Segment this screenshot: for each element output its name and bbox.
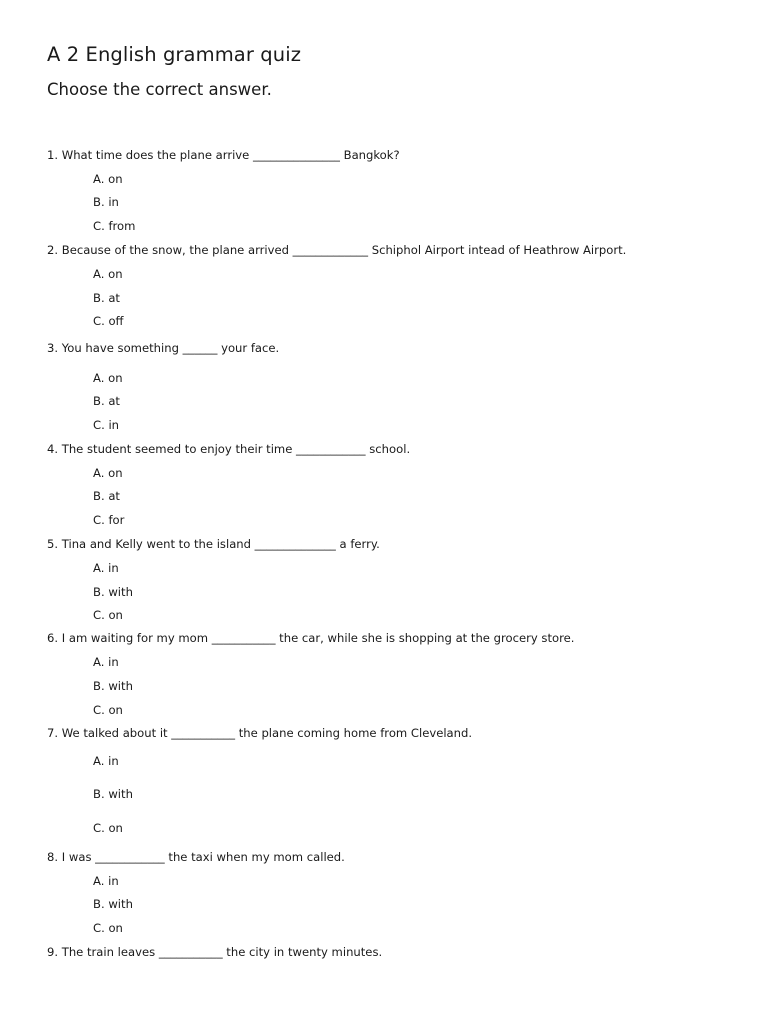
question-3-option-a[interactable]: A. on xyxy=(93,371,123,385)
question-6-option-a[interactable]: A. in xyxy=(93,655,119,669)
question-1-option-b[interactable]: B. in xyxy=(93,195,119,209)
question-9-text: 9. The train leaves ___________ the city in twenty minutes. xyxy=(47,945,383,959)
quiz-instructions: Choose the correct answer. xyxy=(47,80,272,99)
question-3-text: 3. You have something ______ your face. xyxy=(47,341,280,355)
question-7-option-a[interactable]: A. in xyxy=(93,754,119,768)
question-6-option-b[interactable]: B. with xyxy=(93,679,133,693)
question-6-option-c[interactable]: C. on xyxy=(93,703,123,717)
question-8-option-b[interactable]: B. with xyxy=(93,897,133,911)
question-4-text: 4. The student seemed to enjoy their time ____________ school. xyxy=(47,442,411,456)
question-1-option-a[interactable]: A. on xyxy=(93,172,123,186)
question-1-text: 1. What time does the plane arrive _______________ Bangkok? xyxy=(47,148,400,162)
question-1-option-c[interactable]: C. from xyxy=(93,219,136,233)
question-8-option-a[interactable]: A. in xyxy=(93,874,119,888)
question-2-text: 2. Because of the snow, the plane arrived _____________ Schiphol Airport intead of Heathrow Airport. xyxy=(47,243,627,257)
question-4-option-a[interactable]: A. on xyxy=(93,466,123,480)
question-8-option-c[interactable]: C. on xyxy=(93,921,123,935)
question-3-option-b[interactable]: B. at xyxy=(93,394,120,408)
question-2-option-c[interactable]: C. off xyxy=(93,314,124,328)
question-6-text: 6. I am waiting for my mom ___________ the car, while she is shopping at the grocery store. xyxy=(47,631,575,645)
question-2-option-b[interactable]: B. at xyxy=(93,291,120,305)
question-7-option-b[interactable]: B. with xyxy=(93,787,133,801)
question-7-option-c[interactable]: C. on xyxy=(93,821,123,835)
question-3-option-c[interactable]: C. in xyxy=(93,418,120,432)
question-5-option-a[interactable]: A. in xyxy=(93,561,119,575)
question-8-text: 8. I was ____________ the taxi when my mom called. xyxy=(47,850,345,864)
question-7-text: 7. We talked about it ___________ the plane coming home from Cleveland. xyxy=(47,726,473,740)
question-4-option-b[interactable]: B. at xyxy=(93,489,120,503)
quiz-title: A 2 English grammar quiz xyxy=(47,43,302,66)
question-4-option-c[interactable]: C. for xyxy=(93,513,125,527)
question-5-option-b[interactable]: B. with xyxy=(93,585,133,599)
question-5-text: 5. Tina and Kelly went to the island ______________ a ferry. xyxy=(47,537,380,551)
question-5-option-c[interactable]: C. on xyxy=(93,608,123,622)
question-2-option-a[interactable]: A. on xyxy=(93,267,123,281)
